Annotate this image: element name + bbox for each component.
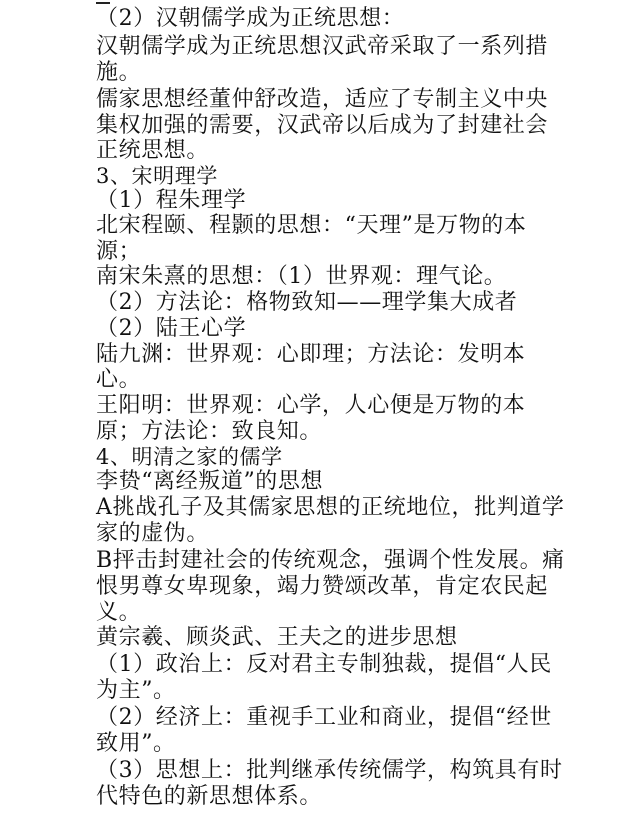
doc-line-31: 代特色的新思想体系。	[96, 784, 323, 809]
doc-line-24: 义。	[96, 600, 142, 625]
doc-line-10: 源；	[96, 239, 142, 264]
doc-line-1: （2）汉朝儒学成为正统思想：	[96, 6, 405, 31]
doc-line-6: 正统思想。	[96, 138, 210, 163]
doc-line-26: （1）政治上：反对君主专制独裁，提倡“人民	[96, 652, 552, 677]
section-heading-4: 4、明清之家的儒学	[96, 445, 283, 469]
doc-line-25: 黄宗羲、顾炎武、王夫之的进步思想	[96, 625, 458, 650]
doc-line-12: （2）方法论：格物致知——理学集大成者	[96, 290, 518, 315]
doc-line-17: 原；方法论：致良知。	[96, 419, 323, 444]
doc-line-9: 北宋程颐、程颢的思想：“天理”是万物的本	[96, 213, 527, 238]
section-heading-3: 3、宋明理学	[96, 164, 218, 188]
doc-line-16: 王阳明：世界观：心学，人心便是万物的本	[96, 393, 526, 418]
doc-line-28: （2）经济上：重视手工业和商业，提倡“经世	[96, 705, 552, 730]
doc-line-5: 集权加强的需要，汉武帝以后成为了封建社会	[96, 113, 549, 138]
doc-line-20: A挑战孔子及其儒家思想的正统地位，批判道学	[96, 495, 565, 520]
doc-line-27: 为主”。	[96, 678, 176, 703]
doc-line-23: 恨男尊女卑现象，竭力赞颂改革，肯定农民起	[96, 574, 549, 599]
doc-line-15: 心。	[96, 367, 142, 392]
doc-line-21: 家的虚伪。	[96, 521, 210, 546]
cropped-previous-line	[96, 0, 110, 4]
doc-line-11: 南宋朱熹的思想：（1）世界观：理气论。	[96, 264, 507, 289]
doc-line-4: 儒家思想经董仲舒改造，适应了专制主义中央	[96, 87, 549, 112]
doc-line-14: 陆九渊：世界观：心即理；方法论：发明本	[96, 342, 526, 367]
doc-line-19: 李贽“离经叛道”的思想	[96, 469, 324, 494]
doc-line-2: 汉朝儒学成为正统思想汉武帝采取了一系列措	[96, 34, 549, 59]
doc-line-3: 施。	[96, 60, 142, 85]
doc-line-8: （1）程朱理学	[96, 188, 247, 213]
doc-line-13: （2）陆王心学	[96, 316, 247, 341]
doc-line-29: 致用”。	[96, 731, 176, 756]
doc-line-30: （3）思想上：批判继承传统儒学，构筑具有时	[96, 758, 563, 783]
doc-line-22: B抨击封建社会的传统观念，强调个性发展。痛	[96, 548, 565, 573]
